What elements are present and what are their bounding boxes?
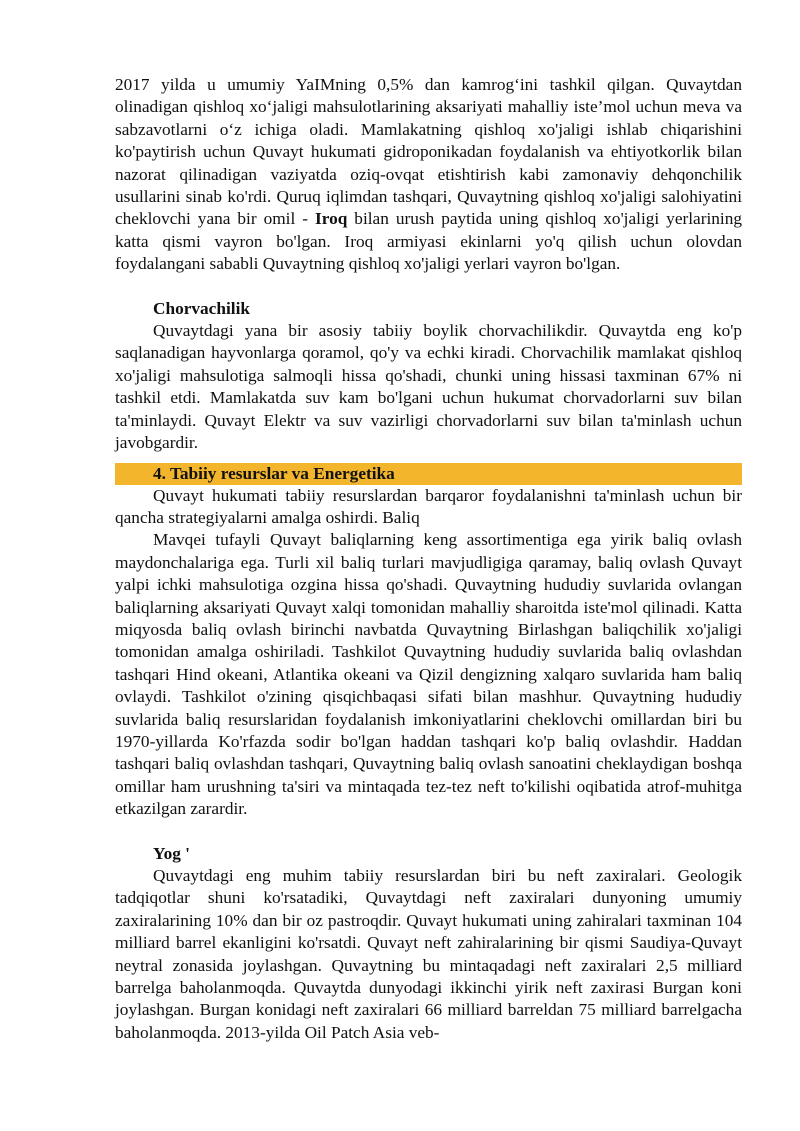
- paragraph-resources-intro: Quvayt hukumati tabiiy resurslardan barqaror foydalanishni ta'minlash uchun bir qancha strategiyalarni amalga oshirdi. Baliq: [115, 485, 742, 527]
- section-heading-natural-resources: 4. Tabiiy resurslar va Energetika: [115, 463, 742, 485]
- paragraph-fishing: Mavqei tufayli Quvayt baliqlarning keng assortimentiga ega yirik baliq ovlash maydonchalariga ega. Turli xil baliq turlari mavjudligiga qaramay, baliq ovlash Quvayt yalpi ichki mahsulotiga ozgina hissa qo'shadi. Quvaytning hududiy suvlarida ovlangan baliqlarning aksariyati Quvayt xalqi tomonidan mahalliy sharoitda iste'mol qilinadi. Katta miqyosda baliq ovlash birinchi navbatda Quvaytning Birlashgan baliqchilik xo'jaligi tomonidan amalga oshiriladi. Tashkilot Quvaytning hududiy suvlarida baliq ovlashdan tashqari Hind okeani, Atlantika okeani va Qizil dengizning xalqaro suvlarida ham baliq ovlaydi. Tashkilot o'zining qisqichbaqasi sifati bilan mashhur. Quvaytning hududiy suvlarida baliq resurslaridan foydalanish imkoniyatlarini cheklovchi omillardan biri bu 1970-yillarda Ko'rfazda sodir bo'lgan haddan tashqari ko'p baliq ovlashdir. Haddan tashqari baliq ovlashdan tashqari, Quvaytning baliq ovlash sanoatini cheklaydigan boshqa omillar ham urushning ta'siri va mintaqada tez-tez neft to'kilishi oqibatida atrof-muhitga etkazilgan zarardir.: [115, 530, 742, 819]
- heading-chorvachilik: Chorvachilik: [153, 298, 250, 318]
- paragraph-agriculture: [115, 74, 742, 276]
- paragraph-livestock: Quvaytdagi yana bir asosiy tabiiy boylik chorvachilikdir. Quvaytda eng ko'p saqlanadigan hayvonlarga qoramol, qo'y va echki kiradi. Chorvachilik mamlakat qishloq xo'jaligi mahsulotiga salmoqli hissa qo'shadi, chunki uning hissasi taxminan 67% ni tashkil etdi. Mamlakatda suv kam bo'lgani uchun hukumat chorvadorlarni suv bilan ta'minlaydi. Quvayt Elektr va suv vazirligi chorvadorlarni suv bilan ta'minlash uchun javobgardir.: [115, 321, 742, 453]
- paragraph-agriculture-text-2: bilan urush paytida uning qishloq xo'jaligi yerlarining katta qismi vayron bo'lgan. Iroq armiyasi ekinlarni yo'q qilish uchun olovdan foydalangani sababli Quvaytning qishloq xo'jaligi yerlari vayron bo'lgan.: [115, 209, 742, 274]
- spacer: [115, 276, 742, 298]
- bold-term-iroq: Iroq: [314, 209, 348, 229]
- paragraph-agriculture-text-1: 2017 yilda u umumiy YaIMning 0,5% dan kamrog‘ini tashkil qilgan. Quvaytdan olinadigan qishloq xo‘jaligi mahsulotlarining aksariyati mahalliy iste’mol uchun meva va sabzavotlarni o‘z ichiga oladi. Mamlakatning qishloq xo'jaligi ishlab chiqarishini ko'paytirish uchun Quvayt hukumati gidroponikadan foydalanish va ehtiyotkorlik bilan nazorat qilinadigan vaziyatda oziq-ovqat etishtirish kabi zamonaviy dehqonchilik usullarini sinab ko'rdi. Quruq iqlimdan tashqari, Quvaytning qishloq xo'jaligi salohiyatini cheklovchi yana bir omil -: [115, 75, 742, 229]
- paragraph-oil: Quvaytdagi eng muhim tabiiy resurslardan biri bu neft zaxiralari. Geologik tadqiqotlar shuni ko'rsatadiki, Quvaytdagi neft zaxiralari dunyoning umumiy zaxiralarining 10% dan bir oz pastroqdir. Quvayt hukumati uning zahiralari taxminan 104 milliard barrel ekanligini ko'rsatdi. Quvayt neft zahiralarining bir qismi Saudiya-Quvayt neytral zonasida joylashgan. Quvaytning bu mintaqadagi neft zaxiralari 2,5 milliard barrelga baholanmoqda. Quvaytda dunyodagi ikkinchi yirik neft zaxirasi Burgan koni joylashgan. Burgan konidagi neft zaxiralari 66 milliard barreldan 75 milliard barrelgacha baholanmoqda. 2013-yilda Oil Patch Asia veb-: [115, 866, 742, 1042]
- spacer: [115, 821, 742, 843]
- heading-oil: Yog ': [153, 843, 190, 863]
- document-page: [115, 74, 742, 1044]
